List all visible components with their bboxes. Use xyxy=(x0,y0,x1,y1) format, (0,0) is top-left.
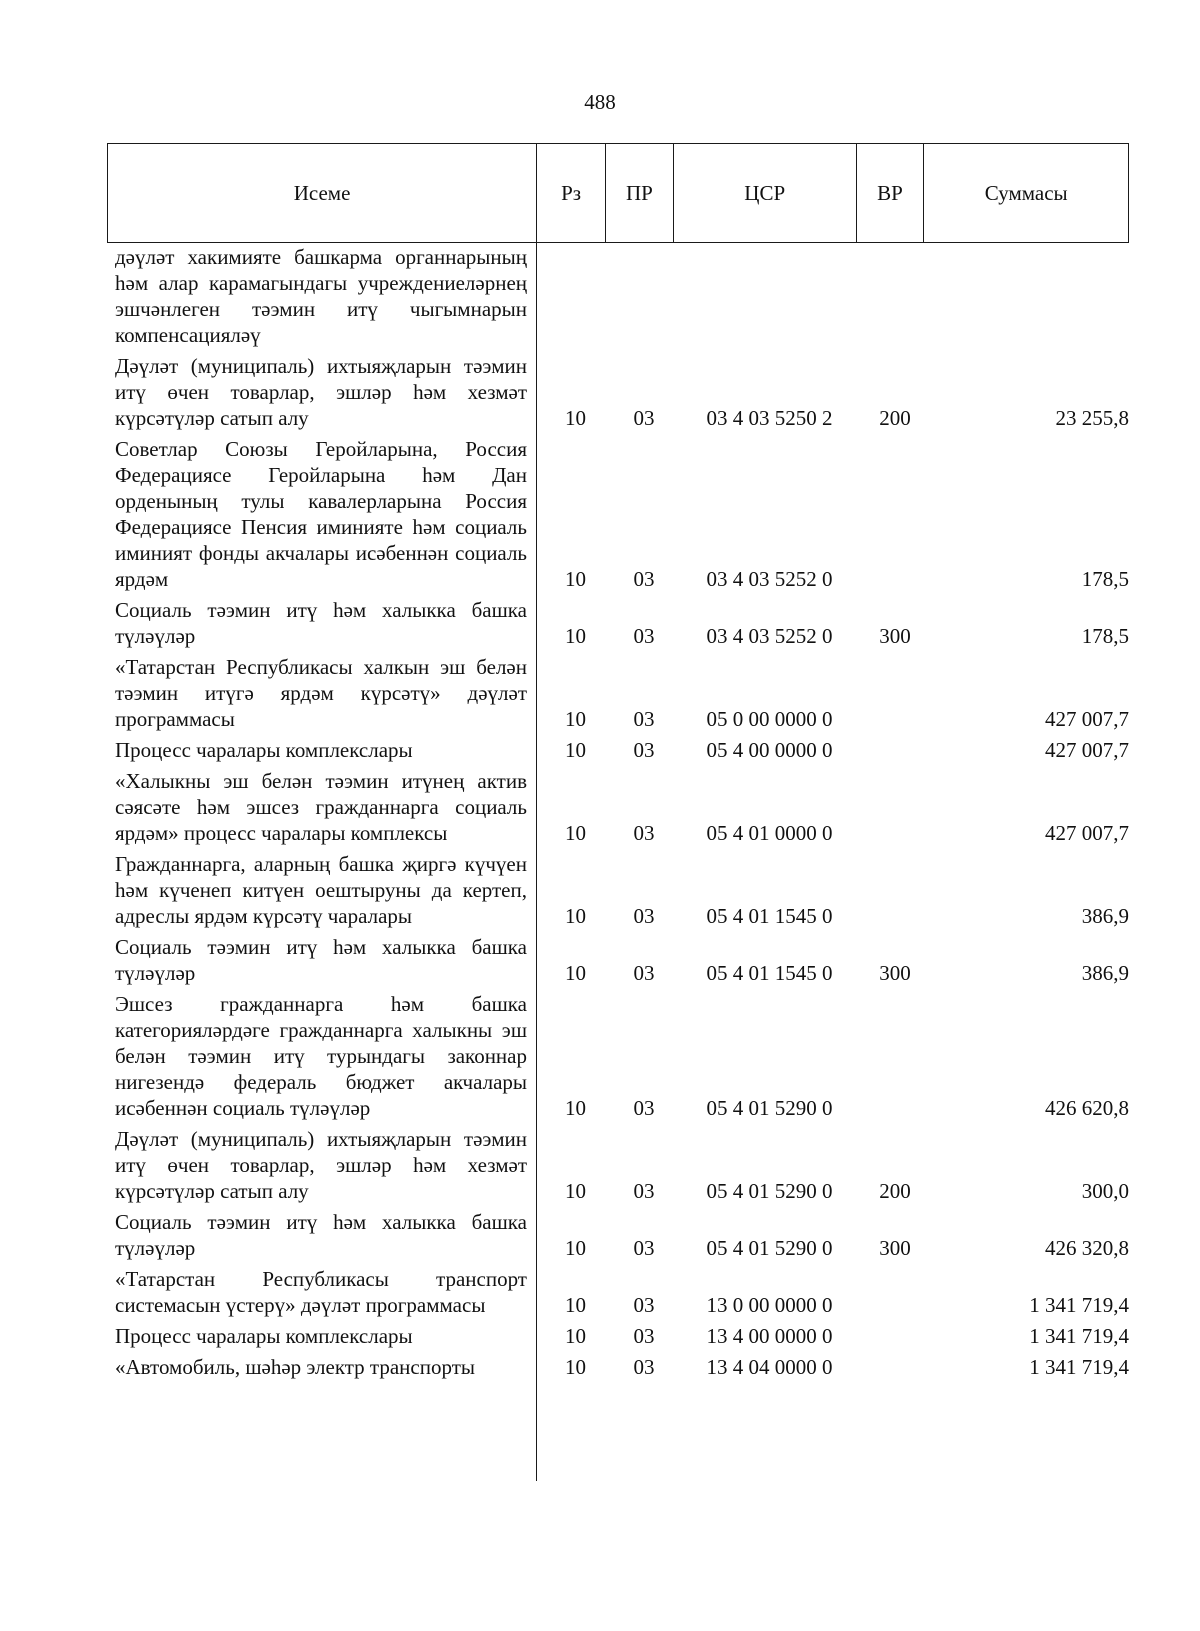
table-row xyxy=(115,436,1130,592)
table-row xyxy=(115,1354,1130,1380)
row-vr: 300 xyxy=(879,1236,911,1260)
row-csr: 05 4 01 5290 0 xyxy=(706,1236,833,1260)
row-rz: 10 xyxy=(565,738,586,762)
row-pr: 03 xyxy=(633,738,655,762)
row-csr: 13 0 00 0000 0 xyxy=(706,1293,833,1317)
table-row xyxy=(115,244,1130,348)
row-csr: 13 4 00 0000 0 xyxy=(706,1324,833,1348)
row-csr: 05 4 01 0000 0 xyxy=(706,821,833,845)
row-rz: 10 xyxy=(565,1324,586,1348)
row-name: Гражданнарга, аларның башка җиргә күчүен һәм күченеп китүен оештыруны да кертеп, адреслы ярдәм күрсәтү чаралары xyxy=(115,852,527,928)
table-row xyxy=(115,851,1130,929)
row-pr: 03 xyxy=(633,1179,655,1203)
row-sum: 427 007,7 xyxy=(1045,738,1129,762)
row-rz: 10 xyxy=(565,707,586,731)
row-name: Процесс чаралары комплекслары xyxy=(115,738,413,762)
row-vr: 200 xyxy=(879,1179,911,1203)
row-rz: 10 xyxy=(565,1355,586,1379)
row-csr: 03 4 03 5252 0 xyxy=(706,567,833,591)
row-rz: 10 xyxy=(565,1179,586,1203)
row-rz: 10 xyxy=(565,904,586,928)
table-row xyxy=(115,597,1130,649)
row-rz: 10 xyxy=(565,624,586,648)
row-sum: 426 320,8 xyxy=(1045,1236,1129,1260)
table-header xyxy=(107,143,1129,243)
header-pr: ПР xyxy=(606,144,674,242)
row-csr: 05 4 01 1545 0 xyxy=(706,961,833,985)
table-row xyxy=(115,737,1130,763)
row-vr: 300 xyxy=(879,961,911,985)
table-row xyxy=(115,768,1130,846)
row-name: «Халыкны эш белән тәэмин итүнең актив сәясәте һәм эшсез гражданнарга социаль ярдәм» процесс чаралары комплексы xyxy=(115,769,527,845)
row-sum: 178,5 xyxy=(1081,624,1129,648)
row-name: Советлар Союзы Геройларына, Россия Федерациясе Геройларына һәм Дан орденының тулы кавалерларына Россия Федерациясе Пенсия иминияте һәм социаль иминият фонды акчалары исәбеннән социаль ярдәм xyxy=(115,437,527,591)
table-row xyxy=(115,1323,1130,1349)
row-pr: 03 xyxy=(633,1236,655,1260)
table-row xyxy=(115,654,1130,732)
header-csr: ЦСР xyxy=(674,144,857,242)
row-rz: 10 xyxy=(565,961,586,985)
table-row xyxy=(115,1209,1130,1261)
row-csr: 05 4 01 5290 0 xyxy=(706,1179,833,1203)
row-csr: 03 4 03 5250 2 xyxy=(706,406,833,430)
row-pr: 03 xyxy=(633,961,655,985)
row-name: Социаль тәэмин итү һәм халыкка башка түләүләр xyxy=(115,935,527,985)
table-row xyxy=(115,1266,1130,1318)
row-sum: 1 341 719,4 xyxy=(1029,1355,1129,1379)
row-pr: 03 xyxy=(633,1324,655,1348)
row-rz: 10 xyxy=(565,406,586,430)
header-vr: ВР xyxy=(857,144,925,242)
header-name: Исеме xyxy=(108,144,537,242)
header-sum: Суммасы xyxy=(984,180,1068,205)
row-name: Процесс чаралары комплекслары xyxy=(115,1324,413,1348)
row-sum: 1 341 719,4 xyxy=(1029,1293,1129,1317)
row-rz: 10 xyxy=(565,567,586,591)
row-csr: 05 4 01 1545 0 xyxy=(706,904,833,928)
row-csr: 05 0 00 0000 0 xyxy=(706,707,833,731)
row-pr: 03 xyxy=(633,406,655,430)
row-sum: 426 620,8 xyxy=(1045,1096,1129,1120)
row-sum: 427 007,7 xyxy=(1045,821,1129,845)
row-vr: 300 xyxy=(879,624,911,648)
row-name: Социаль тәэмин итү һәм халыкка башка түләүләр xyxy=(115,1210,527,1260)
row-name: «Татарстан Республикасы халкын эш белән тәэмин итүгә ярдәм күрсәтү» дәүләт программасы xyxy=(115,655,527,731)
row-name: дәүләт хакимияте башкарма органнарының һәм алар карамагындагы учреждениеләрнең эшчәнлеген тәэмин итү чыгымнарын компенсацияләү xyxy=(115,245,527,347)
row-rz: 10 xyxy=(565,1096,586,1120)
row-sum: 427 007,7 xyxy=(1045,707,1129,731)
row-sum: 1 341 719,4 xyxy=(1029,1324,1129,1348)
row-pr: 03 xyxy=(633,707,655,731)
table-row xyxy=(115,353,1130,431)
row-sum: 178,5 xyxy=(1081,567,1129,591)
row-pr: 03 xyxy=(633,624,655,648)
page-number: 488 xyxy=(584,90,616,114)
table-body xyxy=(115,244,1130,1385)
row-name: «Автомобиль, шәһәр электр транспорты xyxy=(115,1355,475,1379)
row-pr: 03 xyxy=(633,821,655,845)
row-pr: 03 xyxy=(633,904,655,928)
row-csr: 03 4 03 5252 0 xyxy=(706,624,833,648)
row-sum: 386,9 xyxy=(1081,961,1129,985)
row-name: Дәүләт (муниципаль) ихтыяҗларын тәэмин итү өчен товарлар, эшләр һәм хезмәт күрсәтүләр сатып алу xyxy=(115,354,527,430)
row-rz: 10 xyxy=(565,1293,586,1317)
row-name: Эшсез гражданнарга һәм башка категорияләрдәге гражданнарга халыкны эш белән тәэмин итү турындагы законнар нигезендә федераль бюджет акчалары исәбеннән социаль түләүләр xyxy=(115,992,527,1120)
header-rz: Рз xyxy=(537,144,606,242)
row-csr: 13 4 04 0000 0 xyxy=(706,1355,833,1379)
row-csr: 05 4 01 5290 0 xyxy=(706,1096,833,1120)
row-sum: 23 255,8 xyxy=(1055,406,1129,430)
row-name: Социаль тәэмин итү һәм халыкка башка түләүләр xyxy=(115,598,527,648)
table-row xyxy=(115,934,1130,986)
row-pr: 03 xyxy=(633,1355,655,1379)
row-sum: 300,0 xyxy=(1081,1179,1129,1203)
table-row xyxy=(115,991,1130,1121)
row-sum: 386,9 xyxy=(1081,904,1129,928)
row-name: Дәүләт (муниципаль) ихтыяҗларын тәэмин итү өчен товарлар, эшләр һәм хезмәт күрсәтүләр сатып алу xyxy=(115,1127,527,1203)
row-csr: 05 4 00 0000 0 xyxy=(706,738,833,762)
row-pr: 03 xyxy=(633,567,655,591)
row-name: «Татарстан Республикасы транспорт системасын үстерү» дәүләт программасы xyxy=(115,1267,527,1317)
row-pr: 03 xyxy=(633,1096,655,1120)
row-rz: 10 xyxy=(565,821,586,845)
row-rz: 10 xyxy=(565,1236,586,1260)
row-vr: 200 xyxy=(879,406,911,430)
row-pr: 03 xyxy=(633,1293,655,1317)
table-row xyxy=(115,1126,1130,1204)
